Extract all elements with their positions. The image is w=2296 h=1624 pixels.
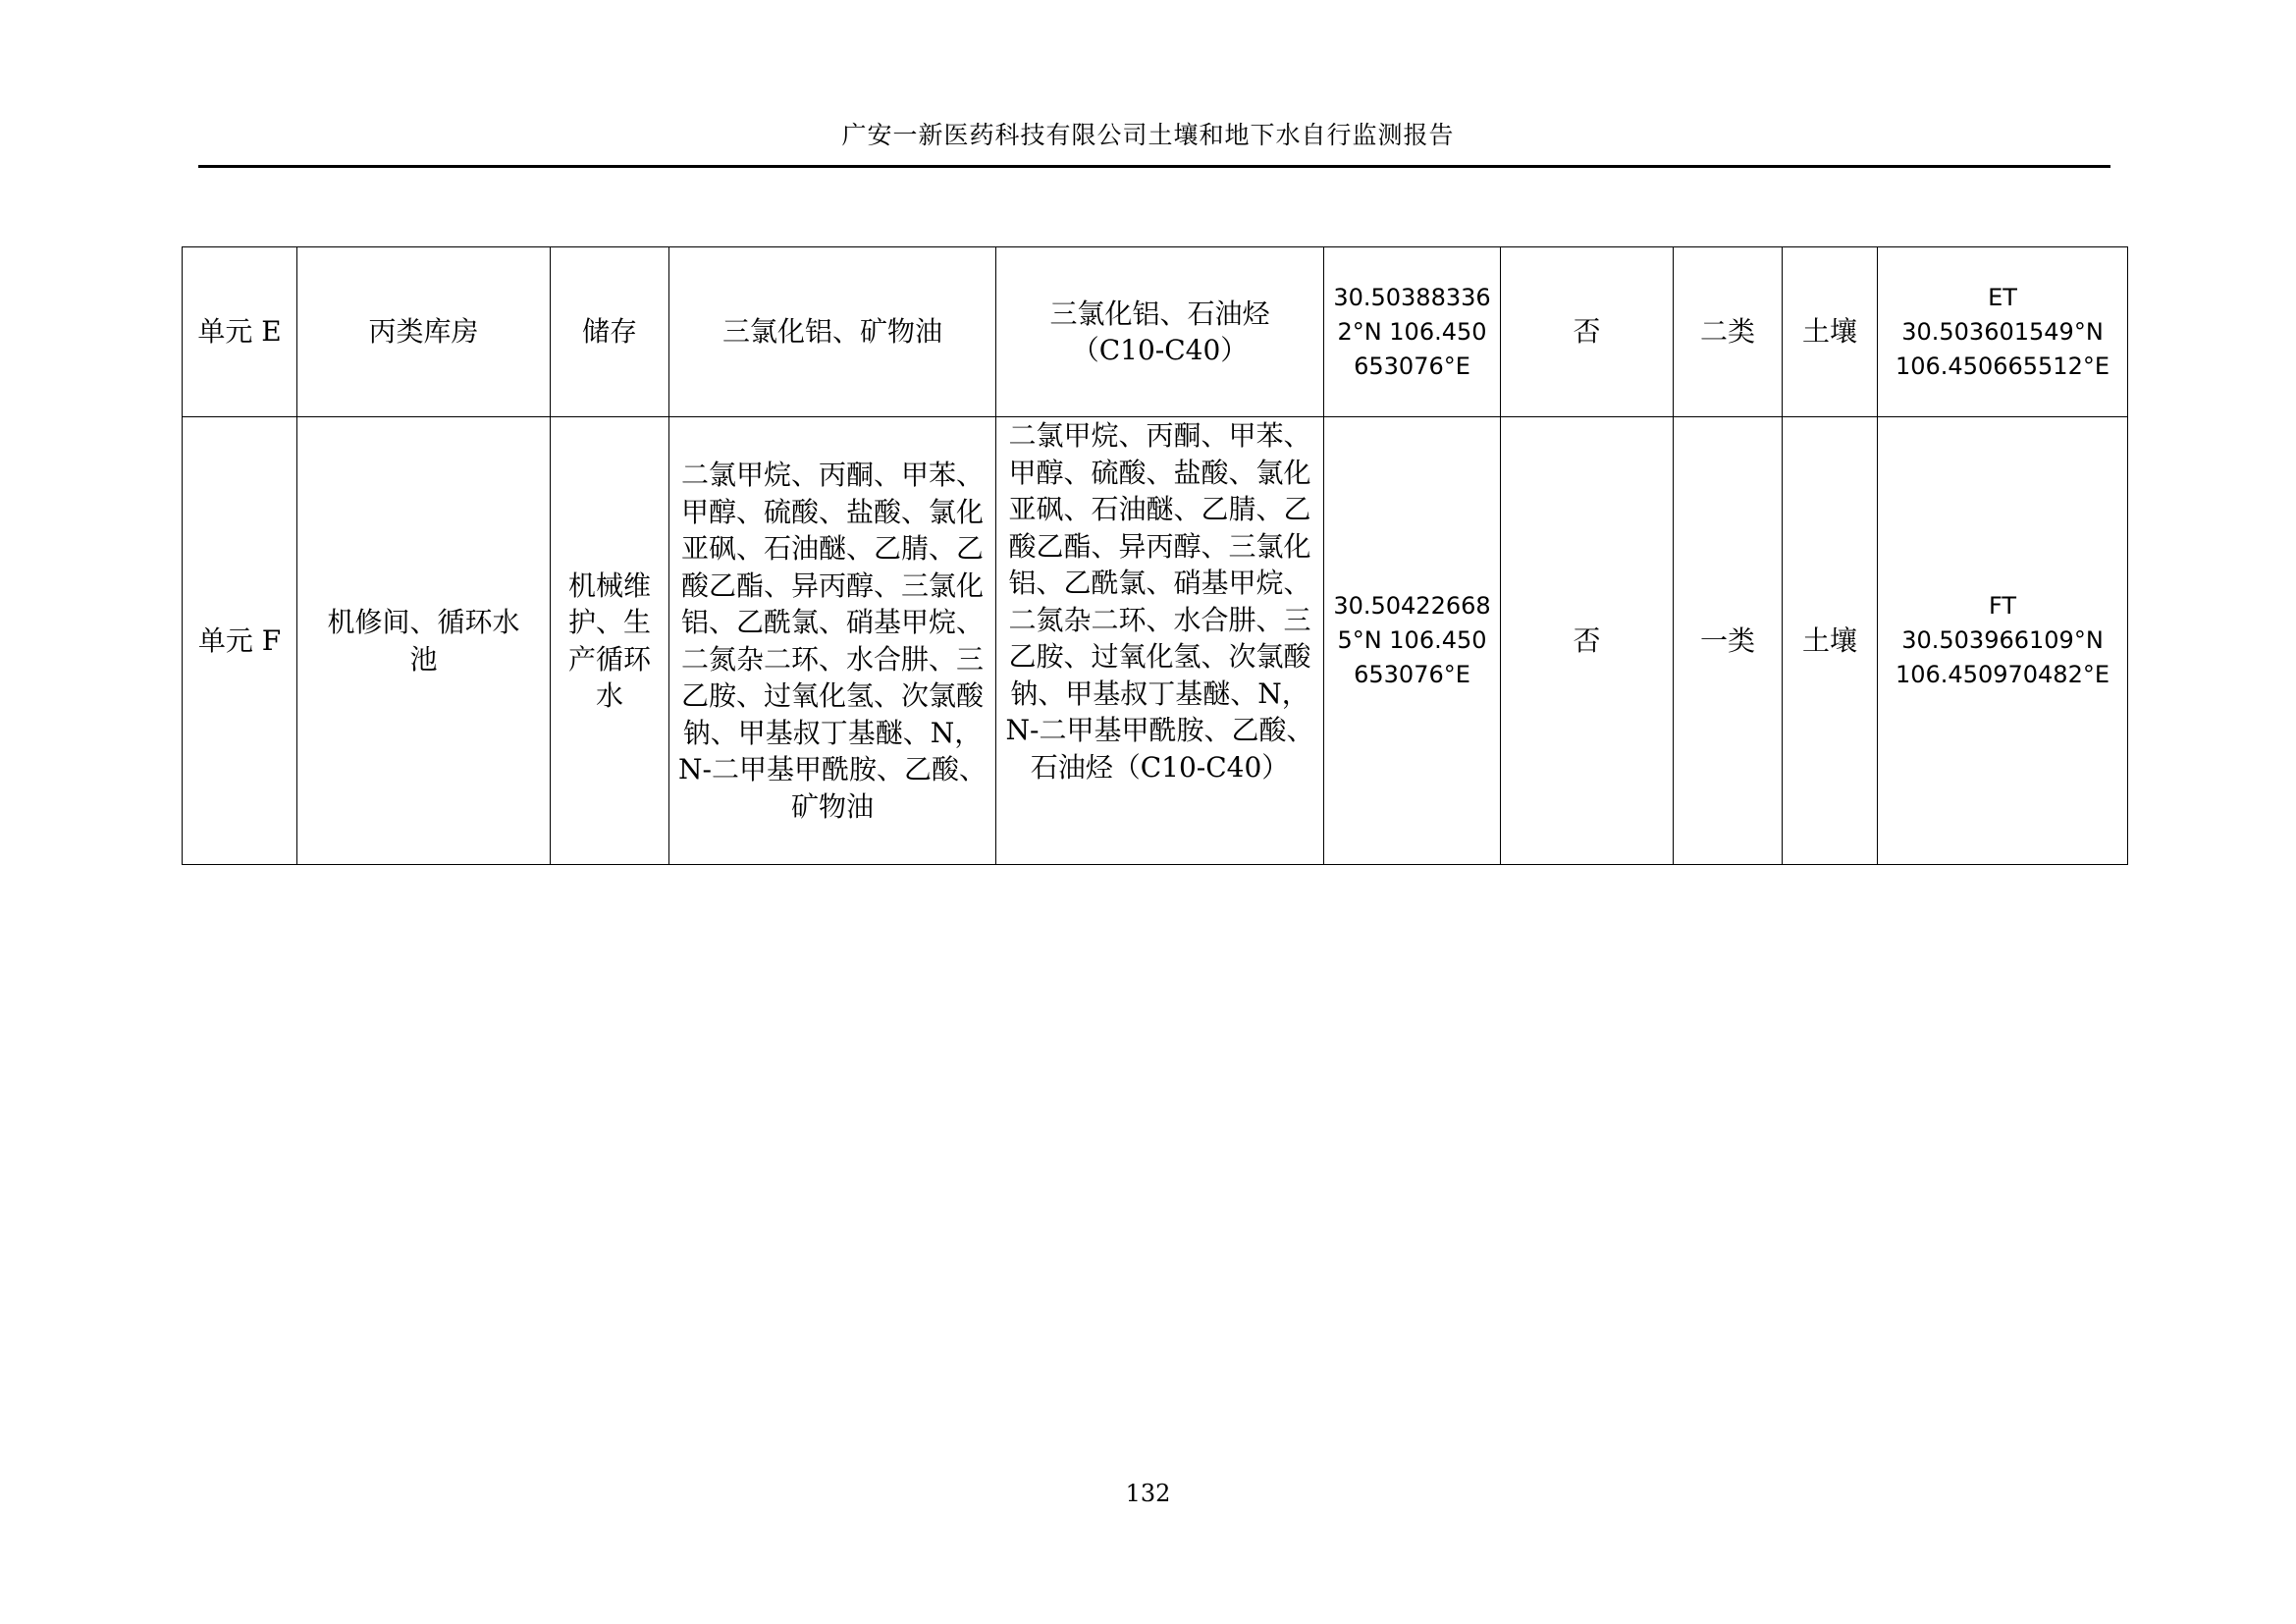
header-divider (198, 165, 2110, 168)
point-longitude: 106.450665512°E (1895, 352, 2110, 380)
unit-cell: 单元 E (183, 247, 297, 417)
medium-cell: 土壤 (1783, 247, 1878, 417)
coordinates-cell: 30.503883362°N 106.450653076°E (1324, 247, 1501, 417)
flag-cell: 否 (1501, 247, 1674, 417)
point-name: FT (1988, 592, 2017, 620)
activity-cell: 机械维护、生产循环水 (551, 417, 669, 865)
flag-cell: 否 (1501, 417, 1674, 865)
facility-cell: 丙类库房 (297, 247, 551, 417)
substances-cell: 三氯化铝、矿物油 (669, 247, 996, 417)
coordinates-cell: 30.504226685°N 106.450653076°E (1324, 417, 1501, 865)
point-latitude: 30.503966109°N (1901, 626, 2104, 654)
table-row (183, 247, 2128, 417)
medium-cell: 土壤 (1783, 417, 1878, 865)
point-name: ET (1988, 283, 2017, 311)
category-cell: 二类 (1674, 247, 1783, 417)
table-row (183, 417, 2128, 865)
unit-cell: 单元 F (183, 417, 297, 865)
pollutants-cell: 二氯甲烷、丙酮、甲苯、甲醇、硫酸、盐酸、氯化亚砜、石油醚、乙腈、乙酸乙酯、异丙醇、三氯化铝、乙酰氯、硝基甲烷、二氮杂二环、水合肼、三乙胺、过氧化氢、次氯酸钠、甲基叔丁基醚、N，N-二甲基甲酰胺、乙酸、石油烃（C10-C40） (996, 417, 1324, 865)
page-header-title: 广安一新医药科技有限公司土壤和地下水自行监测报告 (841, 121, 1455, 149)
activity-cell: 储存 (551, 247, 669, 417)
point-latitude: 30.503601549°N (1901, 317, 2104, 346)
monitoring-point-cell (1878, 247, 2128, 417)
substances-cell: 二氯甲烷、丙酮、甲苯、甲醇、硫酸、盐酸、氯化亚砜、石油醚、乙腈、乙酸乙酯、异丙醇、三氯化铝、乙酰氯、硝基甲烷、二氮杂二环、水合肼、三乙胺、过氧化氢、次氯酸钠、甲基叔丁基醚、N，N-二甲基甲酰胺、乙酸、矿物油 (669, 417, 996, 865)
monitoring-unit-table (182, 246, 2128, 865)
facility-cell: 机修间、循环水池 (297, 417, 551, 865)
point-longitude: 106.450970482°E (1895, 661, 2110, 688)
category-cell: 一类 (1674, 417, 1783, 865)
monitoring-point-cell (1878, 417, 2128, 865)
page-number: 132 (1125, 1480, 1171, 1507)
pollutants-cell: 三氯化铝、石油烃（C10-C40） (996, 247, 1324, 417)
